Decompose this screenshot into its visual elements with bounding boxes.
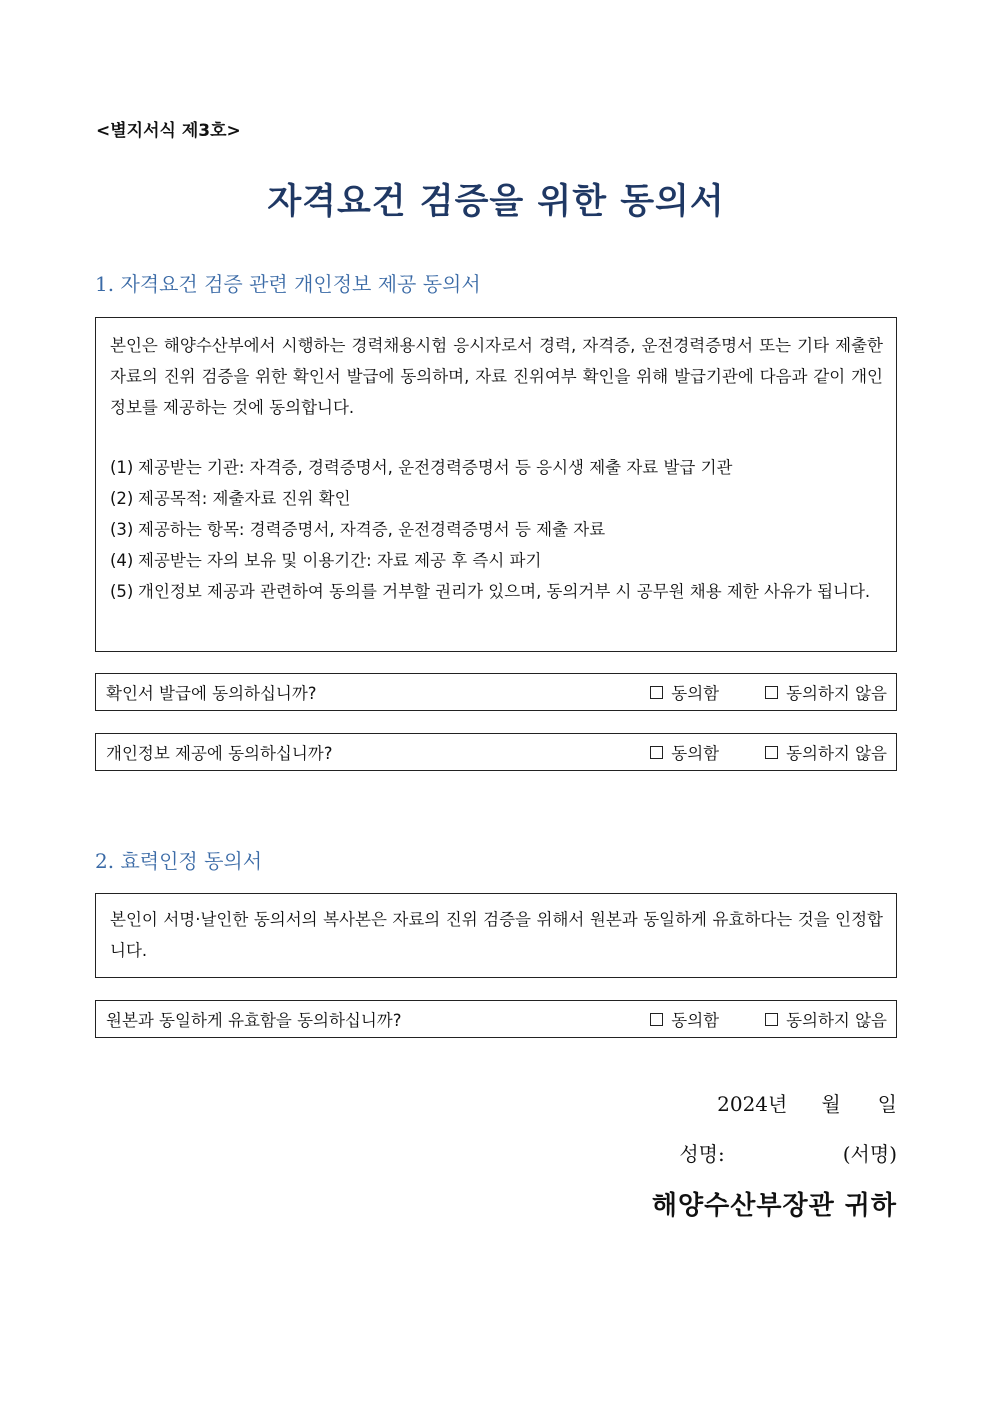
item-text: 제공받는 기관: 자격증, 경력증명서, 운전경력증명서 등 응시생 제출 자료 발급 기관 [138,458,733,477]
signature-field[interactable]: (서명) [842,1142,897,1166]
agree-option[interactable] [650,1007,719,1031]
date-line [717,1088,897,1117]
disagree-option[interactable] [765,740,887,764]
validity-statement-box [95,893,897,978]
form-label: <별지서식 제3호> [96,121,241,141]
disagree-checkbox[interactable] [765,1013,778,1026]
disagree-label: 동의하지 않음 [786,744,887,763]
item-number: (1) [110,458,134,477]
item-text: 개인정보 제공과 관련하여 동의를 거부할 권리가 있으며, 동의거부 시 공무원 채용 제한 사유가 됩니다. [138,582,871,601]
personal-info-consent-question [95,733,897,771]
agree-label: 동의함 [671,744,720,763]
item-number: (2) [110,489,134,508]
list-item [110,514,883,545]
item-number: (5) [110,582,134,601]
consent-statement-box [95,317,897,652]
item-text: 제공하는 항목: 경력증명서, 자격증, 운전경력증명서 등 제출 자료 [138,520,606,539]
validity-text: 본인이 서명·날인한 동의서의 복사본은 자료의 진위 검증을 위해서 원본과 동일하게 유효하다는 것을 인정합니다. [110,910,883,960]
agree-checkbox[interactable] [650,1013,663,1026]
addressee: 해양수산부장관 귀하 [651,1191,897,1221]
name-label: 성명: [679,1142,725,1166]
item-number: (4) [110,551,134,570]
question-text: 확인서 발급에 동의하십니까? [106,684,317,703]
item-text: 제공받는 자의 보유 및 이용기간: 자료 제공 후 즉시 파기 [138,551,542,570]
agree-checkbox[interactable] [650,746,663,759]
consent-item-list [110,452,883,607]
date-month[interactable]: 월 [821,1092,841,1116]
list-item [110,452,883,483]
disagree-label: 동의하지 않음 [786,684,887,703]
agree-label: 동의함 [671,1011,720,1030]
consent-intro: 본인은 해양수산부에서 시행하는 경력채용시험 응시자로서 경력, 자격증, 운전경력증명서 또는 기타 제출한 자료의 진위 검증을 위한 확인서 발급에 동의하며, 자료 진위여부 확인을 위해 발급기관에 다음과 같이 개인정보를 제공하는 것에 동의합니다. [110,336,883,417]
list-item [110,576,883,607]
question-text: 개인정보 제공에 동의하십니까? [106,744,333,763]
date-year[interactable]: 2024년 [717,1092,788,1116]
validity-consent-question [95,1000,897,1038]
disagree-checkbox[interactable] [765,746,778,759]
section2-heading: 2. 효력인정 동의서 [95,849,263,873]
agree-option[interactable] [650,740,719,764]
list-item [110,545,883,576]
agree-option[interactable] [650,680,719,704]
item-number: (3) [110,520,134,539]
section1-heading: 1. 자격요건 검증 관련 개인정보 제공 동의서 [95,272,481,296]
list-item [110,483,883,514]
disagree-option[interactable] [765,680,887,704]
item-text: 제공목적: 제출자료 진위 확인 [138,489,351,508]
disagree-label: 동의하지 않음 [786,1011,887,1030]
agree-label: 동의함 [671,684,720,703]
document-title: 자격요건 검증을 위한 동의서 [267,182,725,222]
agree-checkbox[interactable] [650,686,663,699]
signature-line [679,1138,897,1167]
disagree-option[interactable] [765,1007,887,1031]
date-day[interactable]: 일 [877,1092,897,1116]
question-text: 원본과 동일하게 유효함을 동의하십니까? [106,1011,402,1030]
certificate-consent-question [95,673,897,711]
disagree-checkbox[interactable] [765,686,778,699]
